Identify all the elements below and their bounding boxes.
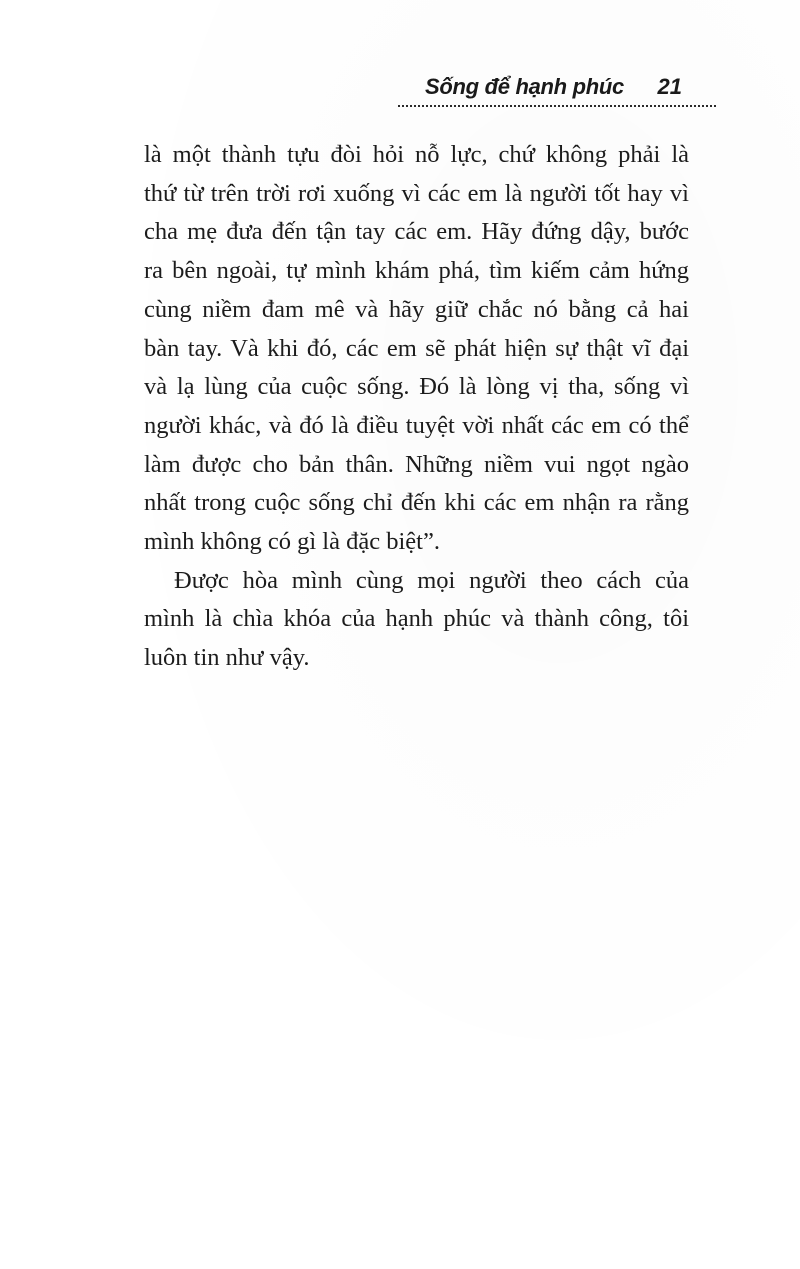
text-line: làm được cho bản thân. Những niềm vui ngọt ngào bbox=[144, 450, 689, 478]
text-line: cùng niềm đam mê và hãy giữ chắc nó bằng cả hai bbox=[144, 295, 689, 323]
paragraph-1 bbox=[144, 136, 689, 562]
text-line: mình không có gì là đặc biệt”. bbox=[144, 528, 440, 556]
text-line: là một thành tựu đòi hỏi nỗ lực, chứ không phải là bbox=[144, 141, 689, 168]
page-number: 21 bbox=[657, 74, 682, 99]
text-line: nhất trong cuộc sống chỉ đến khi các em nhận ra rằng bbox=[144, 489, 689, 517]
body-text bbox=[144, 136, 689, 678]
text-line: Được hòa mình cùng mọi người theo cách của bbox=[174, 566, 689, 594]
text-line: ra bên ngoài, tự mình khám phá, tìm kiếm cảm hứng bbox=[144, 257, 689, 285]
text-line: và lạ lùng của cuộc sống. Đó là lòng vị tha, sống vì bbox=[144, 373, 689, 401]
text-line: người khác, và đó là điều tuyệt vời nhất các em có thể bbox=[144, 411, 689, 439]
text-line: bàn tay. Và khi đó, các em sẽ phát hiện sự thật vĩ đại bbox=[144, 334, 689, 362]
text-line: cha mẹ đưa đến tận tay các em. Hãy đứng dậy, bước bbox=[144, 218, 689, 246]
paragraph-2 bbox=[144, 562, 689, 678]
text-line: thứ từ trên trời rơi xuống vì các em là người tốt hay vì bbox=[144, 179, 689, 207]
running-header bbox=[398, 70, 716, 110]
header-dotted-rule bbox=[398, 105, 716, 107]
text-line: mình là chìa khóa của hạnh phúc và thành công, tôi bbox=[144, 605, 689, 633]
running-header-title: Sống để hạnh phúc bbox=[424, 74, 624, 99]
text-line: luôn tin như vậy. bbox=[144, 644, 310, 672]
